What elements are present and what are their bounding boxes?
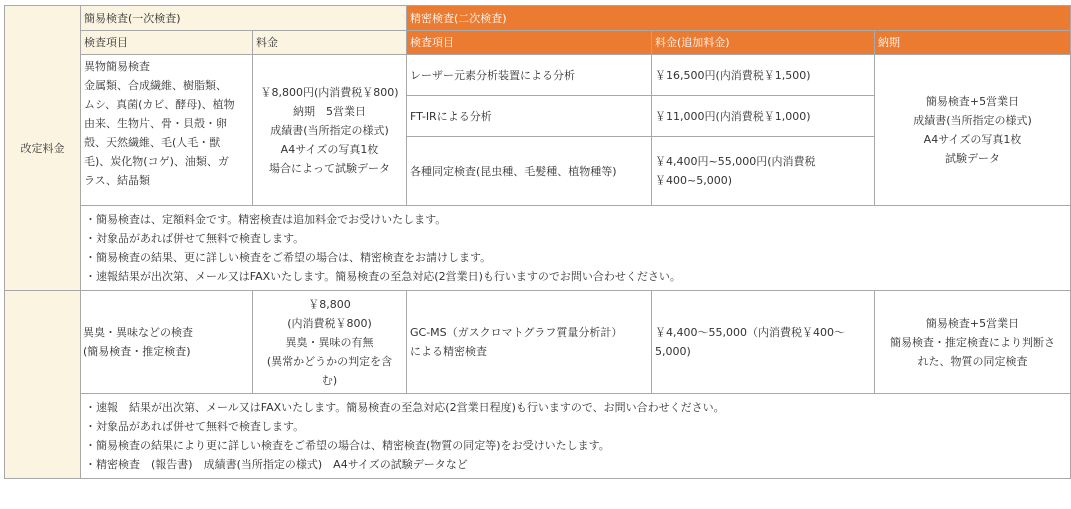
gcms-fee-line: 5,000) — [655, 345, 691, 358]
identification-item: 各種同定検査(昆虫種、毛髪種、植物種等) — [407, 137, 652, 206]
ftir-analysis-item: FT-IRによる分析 — [407, 96, 652, 137]
gcms-item-line: GC-MS（ガスクロマトグラフ質量分析計） — [410, 326, 623, 339]
foreign-delivery-line: 簡易検査+5営業日 — [925, 95, 1020, 108]
laser-analysis-item: レーザー元素分析装置による分析 — [407, 55, 652, 96]
simple-col-fee: 料金 — [253, 31, 407, 55]
precise-col-delivery: 納期 — [875, 31, 1071, 55]
note-line: ・簡易検査は、定額料金です。精密検査は追加料金でお受けいたします。 — [85, 213, 447, 226]
foreign-item-line: 異物簡易検査 — [84, 60, 150, 73]
odor-delivery-line: れた、物質の同定検査 — [917, 354, 1028, 368]
identification-fee-line: ￥4,400円~55,000円(内消費税 — [655, 155, 816, 168]
foreign-item-line: ラス、結晶類 — [84, 174, 150, 187]
odor-fee-line: (内消費税￥800) — [287, 316, 372, 330]
odor-delivery-line: 簡易検査・推定検査により判断さ — [890, 335, 1055, 349]
odor-delivery-cell — [875, 291, 1071, 394]
precise-test-header: 精密検査(二次検査) — [407, 6, 1071, 31]
foreign-fee-line: ￥8,800円(内消費税￥800) — [260, 85, 399, 99]
gcms-fee-cell — [652, 291, 875, 394]
odor-delivery-line: 簡易検査+5営業日 — [925, 316, 1020, 330]
foreign-fee-line: 納期 5営業日 — [293, 104, 366, 118]
foreign-item-cell — [81, 55, 253, 206]
precise-col-fee: 料金(追加料金) — [652, 31, 875, 55]
odor-fee-cell — [253, 291, 407, 394]
identification-fee-line: ￥400~5,000) — [655, 174, 732, 187]
odor-item-line: (簡易検査・推定検査) — [83, 345, 191, 358]
odor-item-line: 異臭・異味などの検査 — [83, 326, 193, 339]
simple-test-header: 簡易検査(一次検査) — [81, 6, 407, 31]
foreign-item-line: 毛)、炭化物(コゲ)、油類、ガ — [84, 155, 229, 168]
foreign-delivery-line: 試験データ — [945, 152, 1000, 165]
note-line: ・速報結果が出次第、メール又はFAXいたします。簡易検査の至急対応(2営業日)も行いますのでお問い合わせください。 — [85, 270, 681, 283]
foreign-item-line: ムシ、真菌(カビ、酵母)、植物 — [84, 98, 235, 111]
foreign-delivery-cell — [875, 55, 1071, 206]
gcms-fee-line: ￥4,400～55,000（内消費税￥400～ — [655, 326, 845, 339]
note-line: ・対象品があれば併せて無料で検査します。 — [85, 232, 305, 245]
precise-col-item: 検査項目 — [407, 31, 652, 55]
odor-fee-line: ￥8,800 — [308, 297, 351, 311]
note-line: ・速報 結果が出次第、メール又はFAXいたします。簡易検査の至急対応(2営業日程度)も行いますので、お問い合わせください。 — [85, 401, 725, 414]
foreign-fee-line: 場合によって試験データ — [269, 161, 390, 175]
foreign-fee-line: 成績書(当所指定の様式) — [270, 123, 389, 137]
laser-analysis-fee: ￥16,500円(内消費税￥1,500) — [652, 55, 875, 96]
foreign-notes — [81, 206, 1071, 291]
note-line: ・簡易検査の結果により更に詳しい検査をご希望の場合は、精密検査(物質の同定等)をお受けいたします。 — [85, 439, 610, 452]
foreign-fee-line: A4サイズの写真1枚 — [280, 142, 379, 156]
note-line: ・精密検査 (報告書) 成績書(当所指定の様式) A4サイズの試験データなど — [85, 458, 468, 471]
note-line: ・対象品があれば併せて無料で検査します。 — [85, 420, 305, 433]
revised-fee-label: 改定料金 — [5, 6, 81, 291]
odor-notes — [81, 394, 1071, 479]
ftir-analysis-fee: ￥11,000円(内消費税￥1,000) — [652, 96, 875, 137]
foreign-item-line: 殻、天然繊維、毛(人毛・獣 — [84, 136, 221, 149]
odor-item-cell — [81, 291, 253, 394]
odor-fee-line: 異臭・異味の有無 — [285, 335, 374, 349]
odor-fee-line: (異常かどうかの判定を含 — [266, 354, 393, 368]
foreign-item-line: 由来、生物片、骨・貝殻・卵 — [84, 117, 227, 130]
fee-table — [4, 5, 1071, 479]
revised-fee-label-continued — [5, 291, 81, 479]
gcms-item-cell — [407, 291, 652, 394]
note-line: ・簡易検査の結果、更に詳しい検査をご希望の場合は、精密検査をお請けします。 — [85, 251, 492, 264]
foreign-fee-cell — [253, 55, 407, 206]
foreign-delivery-line: A4サイズの写真1枚 — [923, 133, 1022, 146]
gcms-item-line: による精密検査 — [410, 345, 487, 358]
foreign-delivery-line: 成績書(当所指定の様式) — [913, 114, 1032, 127]
simple-col-item: 検査項目 — [81, 31, 253, 55]
foreign-item-line: 金属類、合成繊維、樹脂類、 — [84, 79, 227, 92]
identification-fee — [652, 137, 875, 206]
odor-fee-line: む) — [321, 373, 338, 387]
